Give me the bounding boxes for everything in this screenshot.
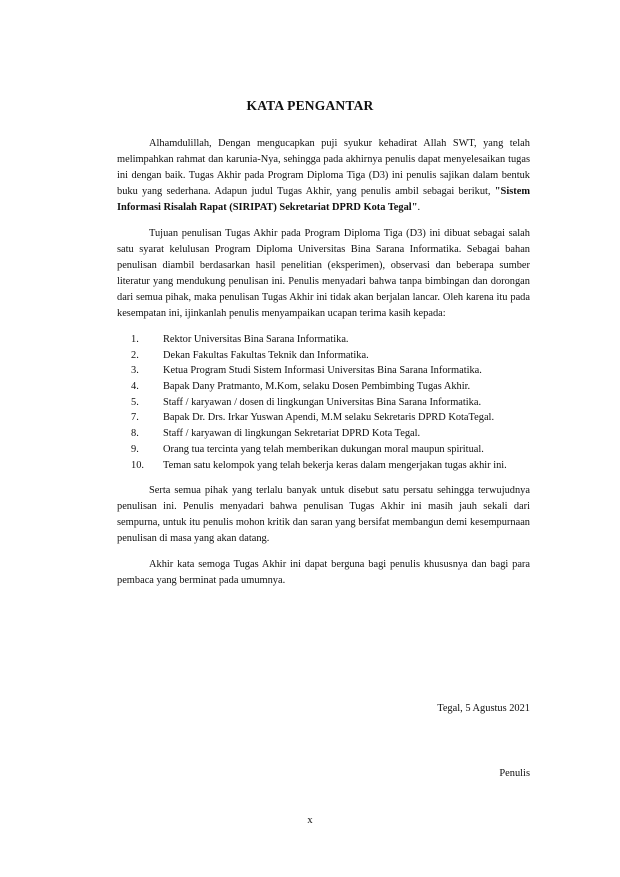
list-item (117, 349, 530, 364)
list-item-number: 8. (131, 428, 139, 440)
list-item-number: 9. (131, 443, 139, 455)
list-item (117, 427, 530, 442)
list-item-number: 10. (131, 459, 144, 471)
list-item-text: Staff / karyawan / dosen di lingkungan Universitas Bina Sarana Informatika. (163, 396, 482, 408)
paragraph-closing: Serta semua pihak yang terlalu banyak untuk disebut satu persatu sehingga terwujudnya penulisan ini. Penulis menyadari bahwa penulisan Tugas Akhir ini masih jauh sekali dari sempurna, untuk itu penulis mohon kritik dan saran yang bersifat membangun demi kesempurnaan penulisan di masa yang akan datang. (117, 485, 530, 544)
place-date: Tegal, 5 Agustus 2021 (437, 703, 530, 714)
document-body (117, 136, 530, 589)
list-item-number: 7. (131, 412, 139, 424)
list-item-text: Bapak Dany Pratmanto, M.Kom, selaku Dosen Pembimbing Tugas Akhir. (163, 381, 471, 393)
page-title: KATA PENGANTAR (246, 98, 374, 113)
thesis-title: "Sistem Informasi Risalah Rapat (SIRIPAT) Sekretariat DPRD Kota Tegal" (117, 186, 530, 213)
page-number: x (307, 815, 313, 826)
list-item (117, 443, 530, 458)
paragraph-opening (117, 136, 530, 216)
list-item-text: Teman satu kelompok yang telah bekerja keras dalam mengerjakan tugas akhir ini. (163, 459, 507, 471)
list-item-text: Staff / karyawan di lingkungan Sekretariat DPRD Kota Tegal. (163, 428, 421, 440)
paragraph-final: Akhir kata semoga Tugas Akhir ini dapat berguna bagi penulis khususnya dan bagi para pembaca yang berminat pada umumnya. (117, 559, 530, 586)
list-item-text: Dekan Fakultas Fakultas Teknik dan Informatika. (163, 349, 369, 361)
list-item (117, 396, 530, 411)
paragraph-purpose: Tujuan penulisan Tugas Akhir pada Program Diploma Tiga (D3) ini dibuat sebagai salah satu syarat kelulusan Program Diploma Universitas Bina Sarana Informatika. Sebagai bahan penulisan diambil berdasarkan hasil penelitian (eksperimen), observasi dan beberapa sumber literatur yang mendukung penulisan ini. Penulis menyadari bahwa tanpa bimbingan dan dorongan dari semua pihak, maka penulisan Tugas Akhir ini tidak akan berjalan lancar. Oleh karena itu pada kesempatan ini, ijinkanlah penulis menyampaikan ucapan terima kasih kepada: (117, 228, 530, 319)
paragraph-opening-end: . (417, 202, 421, 213)
acknowledgement-list (117, 333, 530, 473)
list-item-number: 4. (131, 381, 139, 393)
list-item-number: 1. (131, 334, 139, 345)
list-item-number: 3. (131, 365, 139, 377)
list-item (117, 364, 530, 379)
list-item-number: 2. (131, 349, 139, 361)
list-item-text: Ketua Program Studi Sistem Informasi Universitas Bina Sarana Informatika. (163, 365, 482, 377)
paragraph-opening-text: Alhamdulillah, Dengan mengucapkan puji syukur kehadirat Allah SWT, yang telah melimpahkan rahmat dan karunia-Nya, sehingga pada akhirnya penulis dapat menyelesaikan tugas ini dengan baik. Tugas Akhir pada Program Diploma Tiga (D3) ini penulis sajikan dalam bentuk buku yang sederhana. Adapun judul Tugas Akhir, yang penulis ambil sebagai berikut, (117, 138, 530, 197)
list-item (117, 411, 530, 426)
author-signature: Penulis (499, 768, 530, 779)
list-item (117, 380, 530, 395)
list-item (117, 333, 530, 348)
list-item-text: Orang tua tercinta yang telah memberikan dukungan moral maupun spiritual. (163, 443, 484, 455)
list-item-text: Bapak Dr. Drs. Irkar Yuswan Apendi, M.M selaku Sekretaris DPRD KotaTegal. (163, 412, 495, 424)
list-item-number: 5. (131, 396, 139, 408)
list-item (117, 459, 530, 474)
list-item-text: Rektor Universitas Bina Sarana Informatika. (163, 334, 349, 345)
